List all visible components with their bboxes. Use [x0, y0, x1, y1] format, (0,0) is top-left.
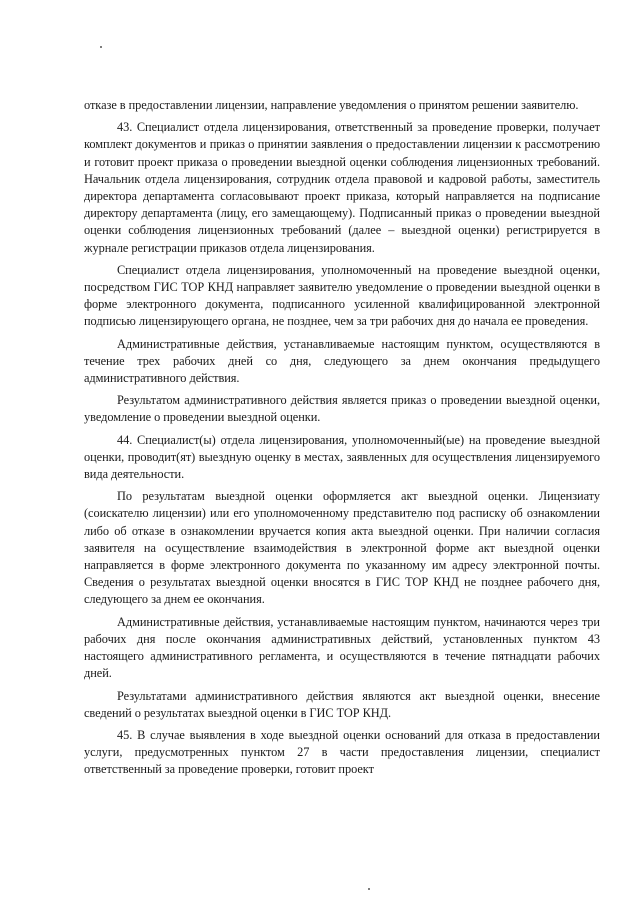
scan-speck [100, 46, 102, 48]
paragraph: Результатом административного действия является приказ о проведении выездной оценки, уведомление о проведении выездной оценки. [84, 393, 600, 425]
paragraph: 45. В случае выявления в ходе выездной оценки оснований для отказа в предоставлении услуги, предусмотренных пунктом 27 в части предоставления лицензии, специалист ответственный за проведение проверки, готовит проект [84, 727, 600, 777]
paragraph: 44. Специалист(ы) отдела лицензирования, уполномоченный(ые) на проведение выездной оценки, проводит(ят) выездную оценку в местах, заявленных для осуществления лицензируемого вида деятельности. [84, 432, 600, 482]
paragraph: Специалист отдела лицензирования, уполномоченный на проведение выездной оценки, посредством ГИС ТОР КНД направляет заявителю уведомление о проведении выездной оценки в форме электронного документа, подписанного усиленной квалифицированной электронной подписью лицензирующего органа, не позднее, чем за три рабочих дня до начала ее проведения. [84, 262, 600, 329]
paragraph: По результатам выездной оценки оформляется акт выездной оценки. Лицензиату (соискателю лицензии) или его уполномоченному представителю под расписку об ознакомлении либо об отказе в ознакомлении вручается копия акта выездной оценки. При наличии согласия заявителя на осуществление взаимодействия в электронной форме акт выездной оценки направляется в форме электронного документа по указанному им адресу электронной почты. Сведения о результатах выездной оценки вносятся в ГИС ТОР КНД не позднее рабочего дня, следующего за днем ее окончания. [84, 489, 600, 607]
paragraph: Административные действия, устанавливаемые настоящим пунктом, начинаются через три рабочих дня после окончания административных действий, установленных пунктом 43 настоящего административного регламента, и осуществляются в течение пятнадцати рабочих дней. [84, 614, 600, 681]
paragraph: 43. Специалист отдела лицензирования, ответственный за проведение проверки, получает комплект документов и приказ о принятии заявления о предоставлении лицензии к рассмотрению и готовит проект приказа о проведении выездной оценки соблюдения лицензионных требований. Начальник отдела лицензирования, сотрудник отдела правовой и кадровой работы, заместитель директора департамента согласовывают проект приказа, который направляется на подписание директору департамента (лицу, его замещающему). Подписанный приказ о проведении выездной оценки соблюдения лицензионных требований (далее – выездной оценки) регистрируется в журнале регистрации приказов отдела лицензирования. [84, 120, 600, 255]
document-body [84, 97, 600, 779]
paragraph: Административные действия, устанавливаемые настоящим пунктом, осуществляются в течение трех рабочих дней со дня, следующего за днем окончания предыдущего административного действия. [84, 336, 600, 386]
paragraph: отказе в предоставлении лицензии, направление уведомления о принятом решении заявителю. [84, 98, 579, 112]
paragraph: Результатами административного действия являются акт выездной оценки, внесение сведений о результатах выездной оценки в ГИС ТОР КНД. [84, 688, 600, 720]
scan-speck [368, 888, 370, 890]
